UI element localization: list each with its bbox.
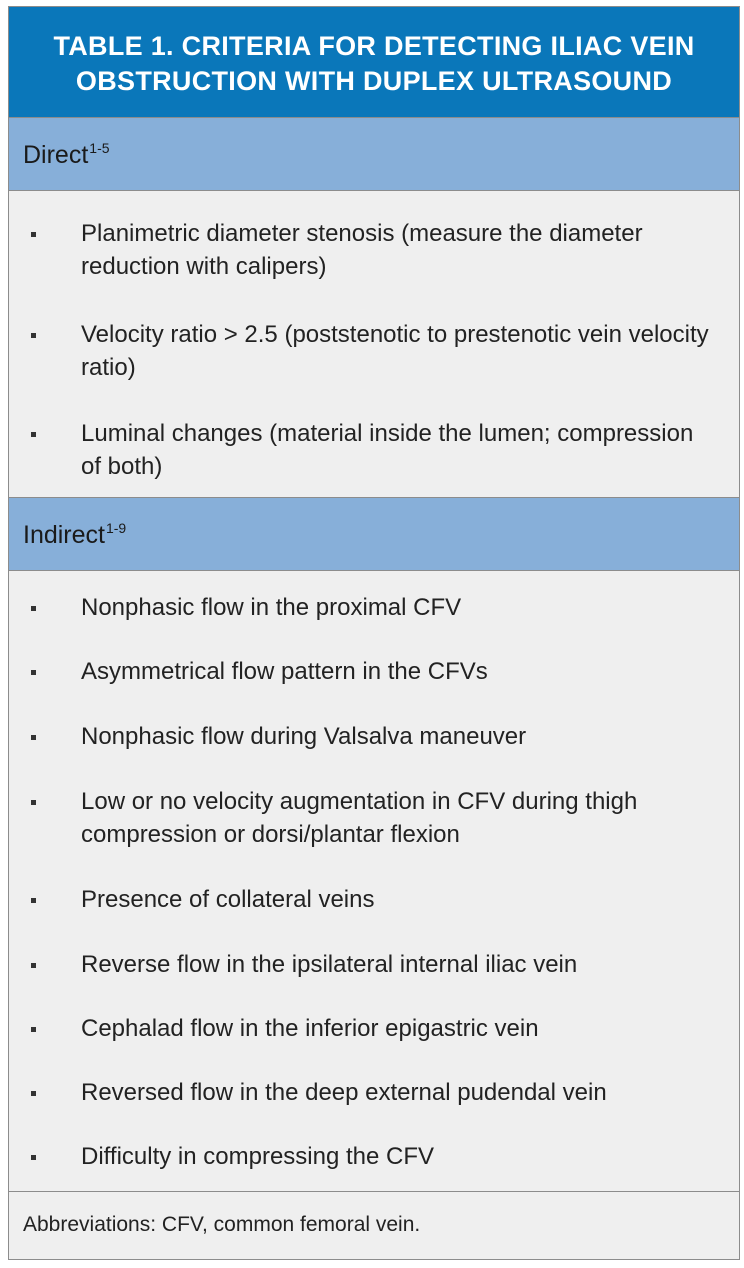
criteria-table bbox=[8, 6, 740, 1260]
list-item-text: Nonphasic flow in the proximal CFV bbox=[81, 594, 462, 621]
list-item-text: Presence of collateral veins bbox=[81, 886, 375, 913]
list-item-text: Planimetric diameter stenosis (measure the diameter reduction with calipers) bbox=[81, 220, 643, 280]
section-heading-indirect-label: Indirect bbox=[23, 521, 105, 549]
bullet-icon bbox=[31, 735, 36, 740]
section-heading-direct bbox=[9, 117, 739, 191]
bullet-icon bbox=[31, 432, 36, 437]
list-item-text: Nonphasic flow during Valsalva maneuver bbox=[81, 723, 527, 750]
table-title-line-2: OBSTRUCTION WITH DUPLEX ULTRASOUND bbox=[75, 66, 673, 96]
section-heading-indirect bbox=[9, 497, 739, 571]
bullet-icon bbox=[31, 800, 36, 805]
list-item-text: Reverse flow in the ipsilateral internal iliac vein bbox=[81, 951, 578, 978]
abbreviations-footnote: Abbreviations: CFV, common femoral vein. bbox=[9, 1191, 739, 1259]
list-item-text: Velocity ratio > 2.5 (poststenotic to prestenotic vein velocity ratio) bbox=[81, 321, 709, 381]
bullet-icon bbox=[31, 670, 36, 675]
table-title bbox=[9, 7, 739, 117]
list-item-text: Reversed flow in the deep external pudendal vein bbox=[81, 1079, 607, 1106]
list-item-text: Difficulty in compressing the CFV bbox=[81, 1143, 435, 1170]
table-title-line-1: TABLE 1. CRITERIA FOR DETECTING ILIAC VEIN bbox=[53, 31, 695, 61]
bullet-icon bbox=[31, 333, 36, 338]
list-item-text: Low or no velocity augmentation in CFV during thigh compression or dorsi/plantar flexion bbox=[81, 788, 638, 848]
section-heading-direct-label: Direct bbox=[23, 141, 89, 169]
bullet-icon bbox=[31, 1155, 36, 1160]
list-item-text: Cephalad flow in the inferior epigastric vein bbox=[81, 1015, 539, 1042]
bullet-icon bbox=[31, 232, 36, 237]
section-heading-direct-ref: 1-5 bbox=[89, 140, 110, 156]
bullet-icon bbox=[31, 963, 36, 968]
section-heading-indirect-ref: 1-9 bbox=[105, 520, 127, 536]
list-item-text: Asymmetrical flow pattern in the CFVs bbox=[81, 658, 488, 685]
bullet-icon bbox=[31, 606, 36, 611]
bullet-icon bbox=[31, 1027, 36, 1032]
bullet-icon bbox=[31, 1091, 36, 1096]
bullet-icon bbox=[31, 898, 36, 903]
list-item-text: Luminal changes (material inside the lumen; compression of both) bbox=[81, 420, 694, 480]
